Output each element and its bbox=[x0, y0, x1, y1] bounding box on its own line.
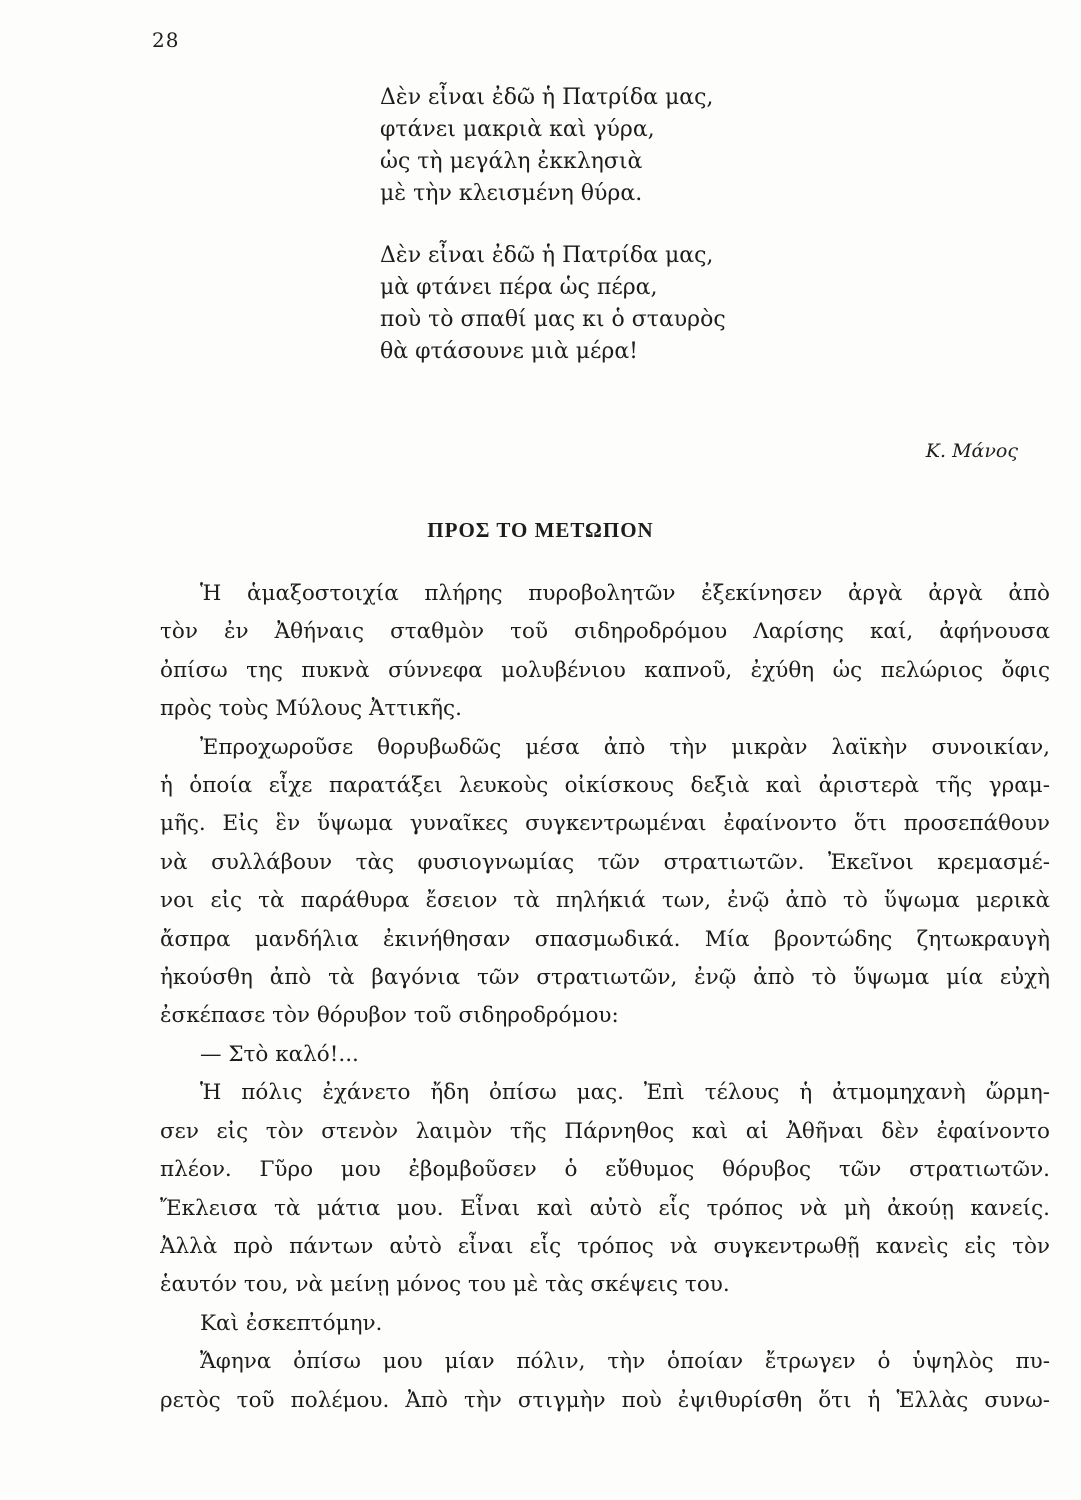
prose-line: πρὸς τοὺς Μύλους Ἀττικῆς. bbox=[160, 696, 462, 722]
poem-line: θὰ φτάσουνε μιὰ μέρα! bbox=[380, 339, 639, 364]
prose-line: Ἐπροχωροῦσε θορυβωδῶς μέσα ἀπὸ τὴν μικρὰν λαϊκὴν συνοικίαν, bbox=[200, 734, 1050, 760]
poem-line: ποὺ τὸ σπαθί μας κι ὁ σταυρὸς bbox=[380, 307, 726, 332]
poem bbox=[380, 82, 726, 398]
page-number: 28 bbox=[152, 28, 180, 52]
poem-line: μὰ φτάνει πέρα ὡς πέρα, bbox=[380, 275, 658, 300]
poem-line: Δὲν εἶναι ἐδῶ ἡ Πατρίδα μας, bbox=[380, 85, 714, 110]
prose-line: ἑαυτόν του, νὰ μείνῃ μόνος του μὲ τὰς σκέψεις του. bbox=[160, 1272, 730, 1298]
poem-line: φτάνει μακριὰ καὶ γύρα, bbox=[380, 117, 655, 142]
prose-line: ἠκούσθη ἀπὸ τὰ βαγόνια τῶν στρατιωτῶν, ἐνῷ ἀπὸ τὸ ὕψωμα μία εὐχὴ bbox=[160, 965, 1050, 991]
prose-line: τὸν ἐν Ἀθήναις σταθμὸν τοῦ σιδηροδρόμου Λαρίσης καί, ἀφήνουσα bbox=[160, 619, 1050, 645]
prose-line: Ἡ ἁμαξοστοιχία πλήρης πυροβολητῶν ἐξεκίνησεν ἀργὰ ἀργὰ ἀπὸ bbox=[200, 581, 1050, 606]
poem-line: Δὲν εἶναι ἐδῶ ἡ Πατρίδα μας, bbox=[380, 243, 714, 268]
prose-line: ἄσπρα μανδήλια ἐκινήθησαν σπασμωδικά. Μία βροντώδης ζητωκραυγὴ bbox=[160, 926, 1050, 952]
prose-line: Ἔκλεισα τὰ μάτια μου. Εἶναι καὶ αὐτὸ εἷς τρόπος νὰ μὴ ἀκούῃ κανείς. bbox=[160, 1195, 1050, 1221]
prose-line: Καὶ ἐσκεπτόμην. bbox=[200, 1310, 383, 1336]
prose-line: σεν εἰς τὸν στενὸν λαιμὸν τῆς Πάρνηθος καὶ αἱ Ἀθῆναι δὲν ἐφαίνοντο bbox=[160, 1118, 1050, 1144]
prose-line: Ἡ πόλις ἐχάνετο ἤδη ὀπίσω μας. Ἐπὶ τέλους ἡ ἀτμομηχανὴ ὥρμη- bbox=[200, 1080, 1050, 1106]
prose-line: νὰ συλλάβουν τὰς φυσιογνωμίας τῶν στρατιωτῶν. Ἐκεῖνοι κρεμασμέ- bbox=[160, 849, 1050, 875]
prose-line: ἐσκέπασε τὸν θόρυβον τοῦ σιδηροδρόμου: bbox=[160, 1003, 619, 1029]
poem-stanza bbox=[380, 82, 726, 210]
prose-line: Ἀλλὰ πρὸ πάντων αὐτὸ εἶναι εἷς τρόπος νὰ συγκεντρωθῇ κανεὶς εἰς τὸν bbox=[160, 1233, 1050, 1259]
prose-body bbox=[160, 575, 1050, 1420]
section-title: ΠΡΟΣ ΤΟ ΜΕΤΩΠΟΝ bbox=[427, 518, 654, 542]
prose-line: ρετὸς τοῦ πολέμου. Ἀπὸ τὴν στιγμὴν ποὺ ἐψιθυρίσθη ὅτι ἡ Ἑλλὰς συνω- bbox=[160, 1387, 1050, 1413]
poem-line: μὲ τὴν κλεισμένη θύρα. bbox=[380, 181, 643, 206]
prose-line: Ἄφηνα ὀπίσω μου μίαν πόλιν, τὴν ὁποίαν ἔτρωγεν ὁ ὑψηλὸς πυ- bbox=[200, 1349, 1050, 1375]
prose-line: ὀπίσω της πυκνὰ σύννεφα μολυβένιου καπνοῦ, ἐχύθη ὡς πελώριος ὄφις bbox=[160, 657, 1050, 683]
poem-line: ὡς τὴ μεγάλη ἐκκλησιὰ bbox=[380, 149, 643, 174]
poem-stanza bbox=[380, 240, 726, 368]
prose-line: — Στὸ καλό!... bbox=[200, 1041, 359, 1067]
poem-author: Κ. Μάνος bbox=[925, 440, 1018, 462]
prose-line: πλέον. Γῦρο μου ἐβομβοῦσεν ὁ εὔθυμος θόρυβος τῶν στρατιωτῶν. bbox=[160, 1157, 1050, 1183]
prose-line: ἡ ὁποία εἶχε παρατάξει λευκοὺς οἰκίσκους δεξιὰ καὶ ἀριστερὰ τῆς γραμ- bbox=[160, 773, 1050, 799]
prose-line: μῆς. Εἰς ἓν ὕψωμα γυναῖκες συγκεντρωμέναι ἐφαίνοντο ὅτι προσεπάθουν bbox=[160, 811, 1050, 837]
prose-line: νοι εἰς τὰ παράθυρα ἔσειον τὰ πηλήκιά των, ἐνῷ ἀπὸ τὸ ὕψωμα μερικὰ bbox=[160, 888, 1050, 914]
